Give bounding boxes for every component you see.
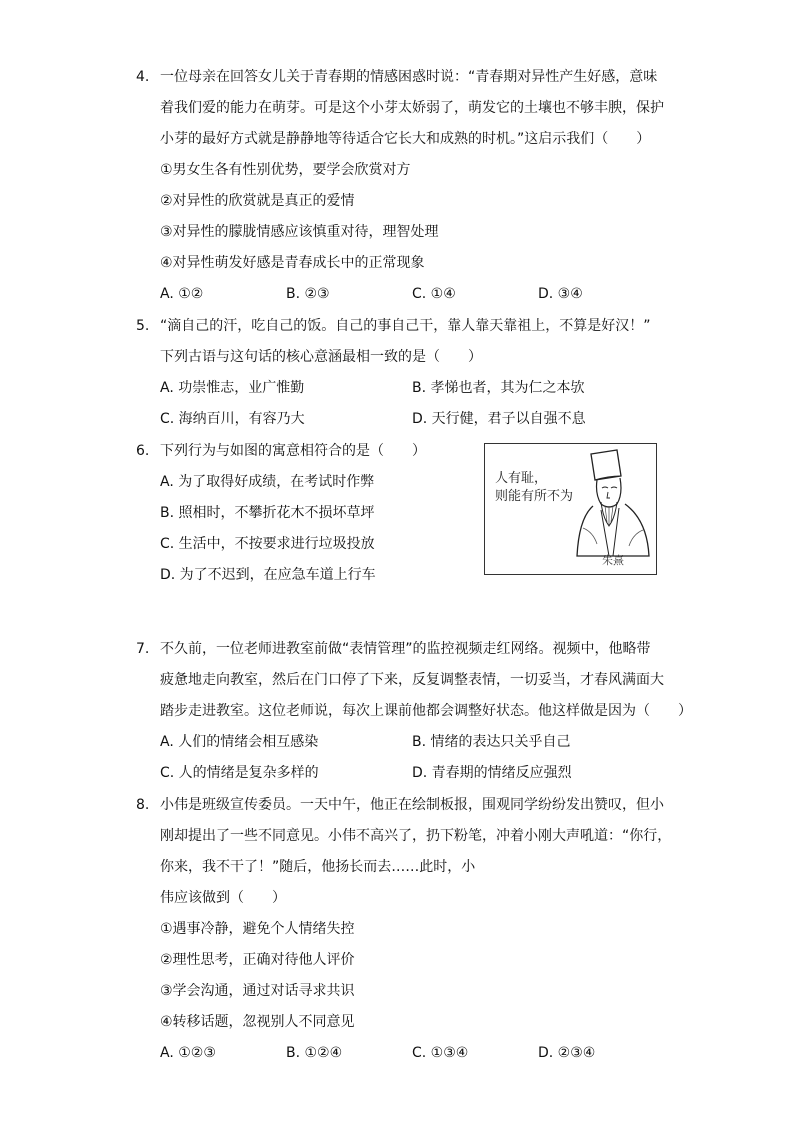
figure-signature: 朱熹 xyxy=(602,554,624,567)
option-d[interactable]: D. 青春期的情绪反应强烈 xyxy=(412,765,572,781)
option-c[interactable]: C. ①③④ xyxy=(412,1045,469,1061)
scholar-portrait-icon xyxy=(573,448,653,560)
zhu-xi-portrait-figure xyxy=(484,443,657,575)
figure-caption-line: 人有耻， xyxy=(495,471,548,486)
option-a[interactable]: A. 人们的情绪会相互感染 xyxy=(160,734,319,750)
option-b[interactable]: B. 孝悌也者，其为仁之本欤 xyxy=(412,380,585,396)
option-a[interactable]: A. ①② xyxy=(160,286,204,302)
question-stem-line: 小芽的最好方式就是静静地等待适合它长大和成熟的时机。”这启示我们（ ） xyxy=(160,131,651,147)
option-d[interactable]: D. ③④ xyxy=(538,286,583,302)
option-c[interactable]: C. 海纳百川，有容乃大 xyxy=(160,411,305,427)
option-b[interactable]: B. ②③ xyxy=(286,286,330,302)
question-stem-line: 伟应该做到（ ） xyxy=(160,890,286,906)
option-a[interactable]: A. 为了取得好成绩，在考试时作弊 xyxy=(160,474,375,490)
statement-item: ①男女生各有性别优势，要学会欣赏对方 xyxy=(160,162,411,178)
option-d[interactable]: D. ②③④ xyxy=(538,1045,596,1061)
option-b[interactable]: B. ①②④ xyxy=(286,1045,343,1061)
question-stem-line: 不久前，一位老师进教室前做“表情管理”的监控视频走红网络。视频中，他略带 xyxy=(160,641,651,657)
question-stem-line: “滴自己的汗，吃自己的饭。自己的事自己干，靠人靠天靠祖上，不算是好汉！” xyxy=(160,318,651,334)
question-stem-line: 小伟是班级宣传委员。一天中午，他正在绘制板报，围观同学纷纷发出赞叹，但小 xyxy=(160,797,664,813)
statement-item: ③学会沟通，通过对话寻求共识 xyxy=(160,983,355,999)
statement-item: ②对异性的欣赏就是真正的爱情 xyxy=(160,193,355,209)
option-b[interactable]: B. 照相时，不攀折花木不损坏草坪 xyxy=(160,505,375,521)
option-c[interactable]: C. 生活中，不按要求进行垃圾投放 xyxy=(160,536,375,552)
question-number: 6. xyxy=(136,443,150,459)
question-stem-line: 你来，我不干了！”随后，他扬长而去……此时，小 xyxy=(160,859,476,875)
option-d[interactable]: D. 天行健，君子以自强不息 xyxy=(412,411,586,427)
option-d[interactable]: D. 为了不迟到，在应急车道上行车 xyxy=(160,567,376,583)
question-stem-line: 下列古语与这句话的核心意涵最相一致的是（ ） xyxy=(160,349,482,365)
question-stem-line: 刚却提出了一些不同意见。小伟不高兴了，扔下粉笔，冲着小刚大声吼道：“你行， xyxy=(160,828,672,844)
option-a[interactable]: A. 功崇惟志，业广惟勤 xyxy=(160,380,305,396)
question-stem-line: 着我们爱的能力在萌芽。可是这个小芽太娇弱了，萌发它的土壤也不够丰腴，保护 xyxy=(160,100,664,116)
option-b[interactable]: B. 情绪的表达只关乎自己 xyxy=(412,734,571,750)
statement-item: ③对异性的朦胧情感应该慎重对待，理智处理 xyxy=(160,224,439,240)
option-c[interactable]: C. ①④ xyxy=(412,286,456,302)
statement-item: ④转移话题，忽视别人不同意见 xyxy=(160,1014,355,1030)
statement-item: ②理性思考，正确对待他人评价 xyxy=(160,952,355,968)
question-number: 4. xyxy=(136,69,150,85)
question-number: 8. xyxy=(136,797,150,813)
question-stem-line: 一位母亲在回答女儿关于青春期的情感困惑时说：“青春期对异性产生好感，意味 xyxy=(160,69,658,85)
question-stem-line: 疲惫地走向教室，然后在门口停了下来，反复调整表情，一切妥当，才春风满面大 xyxy=(160,672,664,688)
statement-item: ④对异性萌发好感是青春成长中的正常现象 xyxy=(160,255,425,271)
figure-caption xyxy=(495,470,573,506)
figure-caption-line: 则能有所不为 xyxy=(495,489,574,504)
question-number: 7. xyxy=(136,641,150,657)
option-c[interactable]: C. 人的情绪是复杂多样的 xyxy=(160,765,319,781)
question-stem-line: 踏步走进教室。这位老师说，每次上课前他都会调整好状态。他这样做是因为（ ） xyxy=(160,703,692,719)
statement-item: ①遇事冷静，避免个人情绪失控 xyxy=(160,921,355,937)
option-a[interactable]: A. ①②③ xyxy=(160,1045,216,1061)
question-number: 5. xyxy=(136,318,150,334)
question-stem-line: 下列行为与如图的寓意相符合的是（ ） xyxy=(160,443,426,459)
